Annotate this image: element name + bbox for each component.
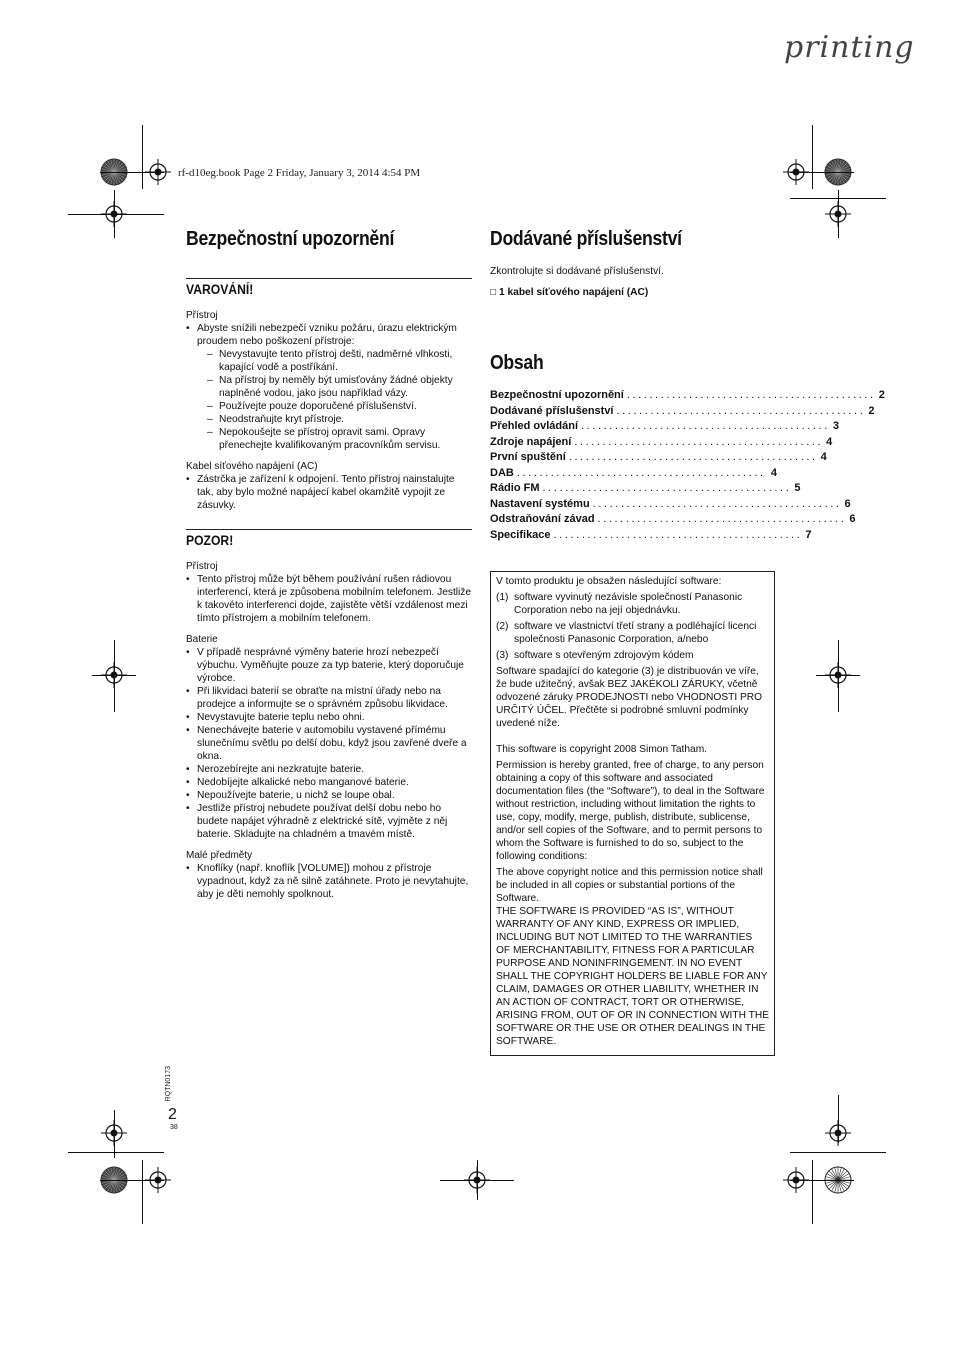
- toc-title: Obsah: [490, 352, 544, 374]
- warning-rule: [186, 278, 472, 279]
- side-code: RQTN0173: [165, 1066, 172, 1102]
- sw-list-item: [496, 649, 769, 662]
- accessory-item: [490, 286, 780, 299]
- sw-list-num: (2): [496, 621, 509, 632]
- toc-row: [490, 419, 840, 435]
- crop-mark: [790, 1152, 886, 1153]
- crop-mark: [68, 1152, 164, 1153]
- sw-list: [496, 591, 769, 662]
- toc-entry-title: Přehled ovládání: [490, 420, 579, 432]
- bullet-item: [186, 724, 472, 763]
- registration-mark-icon: [145, 159, 169, 183]
- subsection-title: Baterie: [186, 634, 218, 645]
- crop-mark: [812, 1160, 813, 1224]
- sw-copyright: This software is copyright 2008 Simon Tatham.: [496, 744, 708, 755]
- caution-rule: [186, 529, 472, 530]
- bullet-list: [186, 322, 472, 452]
- toc-leader: ............................................: [542, 482, 792, 494]
- bullet-item: [186, 573, 472, 625]
- bullet-text: Nevystavujte baterie teplu nebo ohni.: [197, 712, 365, 723]
- crop-mark: [114, 640, 115, 712]
- sw-intro: V tomto produktu je obsažen následující software:: [496, 576, 722, 587]
- caution-heading: POZOR!: [186, 533, 234, 548]
- toc-page: 2: [878, 389, 885, 401]
- toc-leader: ............................................: [592, 497, 842, 510]
- toc-page: 3: [832, 420, 840, 432]
- crop-mark: [838, 1095, 839, 1143]
- sw-list-num: (1): [496, 592, 509, 603]
- toc-row: [490, 466, 777, 482]
- toc-page: 2: [868, 404, 875, 417]
- toc-entry-title: Rádio FM: [490, 482, 540, 494]
- sw-list-item: [496, 620, 769, 646]
- bullet-list: [186, 646, 472, 841]
- crop-mark: [838, 640, 839, 712]
- bullet-list: [186, 862, 472, 901]
- toc-leader: ............................................: [574, 435, 824, 448]
- crop-mark: [142, 1160, 143, 1224]
- sw-cz-note: Software spadající do kategorie (3) je distribuován ve víře, že bude užitečný, avšak BEZ JAKÉKOLI ZÁRUKY, včetně odvozené záruky PRODEJNOSTI nebo VHODNOSTI PRO URČITÝ ÚČEL. Přečtěte si podrobné smluvní podmínky uvedené níže.: [496, 666, 763, 729]
- registration-mark-icon: [783, 159, 807, 183]
- dash-item: – Neodstraňujte kryt přístroje.: [197, 413, 472, 426]
- sw-permission: Permission is hereby granted, free of charge, to any person obtaining a copy of this software and associated documentation files (the “Software”), to deal in the Software without restriction, including without limitation the rights to use, copy, modify, merge, publish, distribute, sublicense, and/or sell copies of the Software, and to permit persons to whom the Software is furnished to do so, subject to the following conditions:: [496, 760, 765, 862]
- dash-item: – Nepokoušejte se přístroj opravit sami. Opravy přenechejte kvalifikovaným pracovníkům servisu.: [197, 426, 472, 452]
- crop-mark: [100, 1180, 164, 1181]
- toc-entry-title: Nastavení systému: [490, 497, 590, 510]
- toc-row: [490, 435, 833, 451]
- bullet-list: [186, 473, 472, 512]
- toc-row: [490, 481, 801, 497]
- dash-item: – Používejte pouze doporučené příslušenství.: [197, 400, 472, 413]
- starburst-target-icon: [824, 1166, 850, 1192]
- toc-page: 4: [820, 451, 827, 463]
- toc-entry-title: DAB: [490, 466, 514, 479]
- toc-page: 5: [794, 482, 801, 494]
- registration-mark-icon: [825, 1120, 849, 1144]
- toc-page: 7: [805, 528, 812, 541]
- bullet-text: V případě nesprávné výměny baterie hrozí nebezpečí výbuchu. Vyměňujte pouze za typ baterie, který doporučuje výrobce.: [197, 647, 464, 684]
- bullet-text: Nepoužívejte baterie, u nichž se loupe obal.: [197, 790, 395, 801]
- bullet-text: Při likvidaci baterií se obraťte na místní úřady nebo na prodejce a informujte se o správném způsobu likvidace.: [197, 686, 448, 710]
- crop-mark: [114, 1110, 115, 1158]
- sw-list-text: software vyvinutý nezávisle společností Panasonic Corporation nebo na její objednávku.: [514, 592, 743, 616]
- toc-entry-title: Odstraňování závad: [490, 513, 595, 525]
- registration-mark-icon: [825, 201, 849, 225]
- sw-list-text: software s otevřeným zdrojovým kódem: [514, 650, 694, 661]
- toc-page: 6: [849, 513, 856, 525]
- page-number: 2: [168, 1106, 177, 1123]
- toc-leader: ............................................: [597, 513, 847, 525]
- toc-leader: ............................................: [581, 420, 830, 432]
- subsection-title: Malé předměty: [186, 850, 253, 861]
- sw-warranty: THE SOFTWARE IS PROVIDED “AS IS”, WITHOUT WARRANTY OF ANY KIND, EXPRESS OR IMPLIED, INCLUDING BUT NOT LIMITED TO THE WARRANTIES OF MERCHANTABILITY, FITNESS FOR A PARTICULAR PURPOSE AND NONINFRINGEMENT. IN NO EVENT SHALL THE COPYRIGHT HOLDERS BE LIABLE FOR ANY CLAIM, DAMAGES OR OTHER LIABILITY, WHETHER IN AN ACTION OF CONTRACT, TORT OR OTHERWISE, ARISING FROM, OUT OF OR IN CONNECTION WITH THE SOFTWARE OR THE USE OR OTHER DEALINGS IN THE SOFTWARE.: [496, 906, 769, 1047]
- sw-list-item: [496, 591, 769, 617]
- bullet-text: Tento přístroj může být během používání rušen rádiovou interferencí, která je způsobena mobilním telefonem. Jestliže k takovéto interferenci dojde, zajistěte větší vzdálenost mezi tímto přístrojem a mobilním telefonem.: [197, 574, 472, 624]
- crop-mark: [477, 1160, 478, 1200]
- bullet-item: [186, 862, 472, 901]
- sw-notice: The above copyright notice and this permission notice shall be included in all copies or substantial portions of the Software.: [496, 867, 763, 904]
- crop-mark: [142, 125, 143, 189]
- toc-row: [490, 512, 856, 528]
- toc-leader: ............................................: [553, 528, 803, 541]
- dash-item: – Na přístroj by neměly být umisťovány žádné objekty naplněné vodou, jako jsou například vázy.: [197, 374, 472, 400]
- page-sub-number: 38: [170, 1124, 178, 1131]
- toc-entry-title: Zdroje napájení: [490, 435, 572, 448]
- toc-row: [490, 497, 851, 513]
- toc-page: 4: [770, 466, 777, 479]
- crop-mark: [790, 1180, 854, 1181]
- toc-row: [490, 404, 875, 420]
- sw-list-text: software ve vlastnictví třetí strany a podléhající licenci společnosti Panasonic Corporation, a/nebo: [514, 621, 757, 645]
- bullet-text: Nedobíjejte alkalické nebo manganové baterie.: [197, 777, 409, 788]
- software-license-box: [490, 571, 775, 1056]
- bullet-text: Knoflíky (např. knoflík [VOLUME]) mohou z přístroje vypadnout, když za ně silně zatáhnete. Proto je nevytahujte, aby je děti nemohly spolknout.: [197, 863, 469, 900]
- crop-mark: [114, 190, 115, 238]
- dash-list: [197, 348, 472, 452]
- bullet-list: [186, 573, 472, 625]
- registration-mark-icon: [825, 662, 849, 686]
- toc-row: [490, 450, 827, 466]
- toc-entry-title: Bezpečnostní upozornění: [490, 389, 624, 401]
- bullet-item: [186, 789, 472, 802]
- toc-page: 6: [844, 497, 851, 510]
- toc-leader: ............................................: [516, 466, 766, 479]
- warning-body: [186, 309, 472, 512]
- toc-list: [490, 388, 885, 543]
- toc-row: [490, 528, 812, 544]
- bullet-text: Zástrčka je zařízení k odpojení. Tento přístroj nainstalujte tak, aby bylo možné napájecí kabel okamžitě vypojit ze zásuvky.: [197, 474, 455, 511]
- accessory-label: 1 kabel síťového napájení (AC): [499, 287, 649, 298]
- registration-mark-icon: [101, 201, 125, 225]
- dash-item: – Nevystavujte tento přístroj dešti, nadměrné vlhkosti, kapající vodě a postříkání.: [197, 348, 472, 374]
- toc-leader: ............................................: [626, 389, 876, 401]
- registration-mark-icon: [145, 1167, 169, 1191]
- dark-target-icon: [100, 158, 126, 184]
- registration-mark-icon: [464, 1167, 488, 1191]
- toc-leader: ............................................: [568, 451, 818, 463]
- bullet-text: Nenechávejte baterie v automobilu vystavené přímému slunečnímu světlu po delší dobu, když jsou zavřené dveře a okna.: [197, 725, 467, 762]
- registration-mark-icon: [783, 1167, 807, 1191]
- subsection-title: Kabel síťového napájení (AC): [186, 461, 318, 472]
- sw-list-num: (3): [496, 650, 509, 661]
- bullet-item: [186, 776, 472, 789]
- book-info: rf-d10eg.book Page 2 Friday, January 3, 2014 4:54 PM: [178, 167, 421, 179]
- subsection-title: Přístroj: [186, 561, 218, 572]
- toc-entry-title: Specifikace: [490, 528, 551, 541]
- bullet-item: [186, 685, 472, 711]
- left-column: [186, 228, 472, 251]
- bullet-item: [186, 473, 472, 512]
- dark-target-icon: [824, 158, 850, 184]
- crop-mark: [68, 214, 164, 215]
- checkbox-icon: □: [490, 287, 497, 298]
- crop-mark: [838, 190, 839, 238]
- toc-leader: ............................................: [616, 404, 866, 417]
- bullet-text: Jestliže přístroj nebudete používat delší dobu nebo ho budete napájet výhradně z elektrické sítě, vyjměte z něj baterie. Skladujte na chladném a tmavém místě.: [197, 803, 448, 840]
- crop-mark: [790, 172, 854, 173]
- bullet-item: [186, 802, 472, 841]
- dark-target-icon: [100, 1166, 126, 1192]
- toc-page: 4: [826, 435, 833, 448]
- crop-mark: [100, 172, 164, 173]
- subsection-title: Přístroj: [186, 310, 218, 321]
- warning-heading: VAROVÁNÍ!: [186, 282, 254, 297]
- bullet-item: [186, 711, 472, 724]
- registration-mark-icon: [101, 662, 125, 686]
- accessories-intro: Zkontrolujte si dodávané příslušenství.: [490, 266, 664, 277]
- crop-mark: [812, 125, 813, 189]
- bullet-item: [186, 322, 472, 452]
- toc-entry-title: První spuštění: [490, 451, 566, 463]
- toc-entry-title: Dodávané příslušenství: [490, 404, 614, 417]
- accessories-title: Dodávané příslušenství: [490, 228, 682, 250]
- safety-title: Bezpečnostní upozornění: [186, 228, 395, 250]
- bullet-text: Nerozebírejte ani nezkratujte baterie.: [197, 764, 365, 775]
- toc-row: [490, 388, 885, 404]
- printing-label: printing: [784, 30, 915, 65]
- bullet-item: [186, 646, 472, 685]
- caution-body: [186, 560, 472, 901]
- registration-mark-icon: [101, 1120, 125, 1144]
- bullet-text: Abyste snížili nebezpečí vzniku požáru, úrazu elektrickým proudem nebo poškození přístroje:: [197, 323, 457, 347]
- bullet-item: [186, 763, 472, 776]
